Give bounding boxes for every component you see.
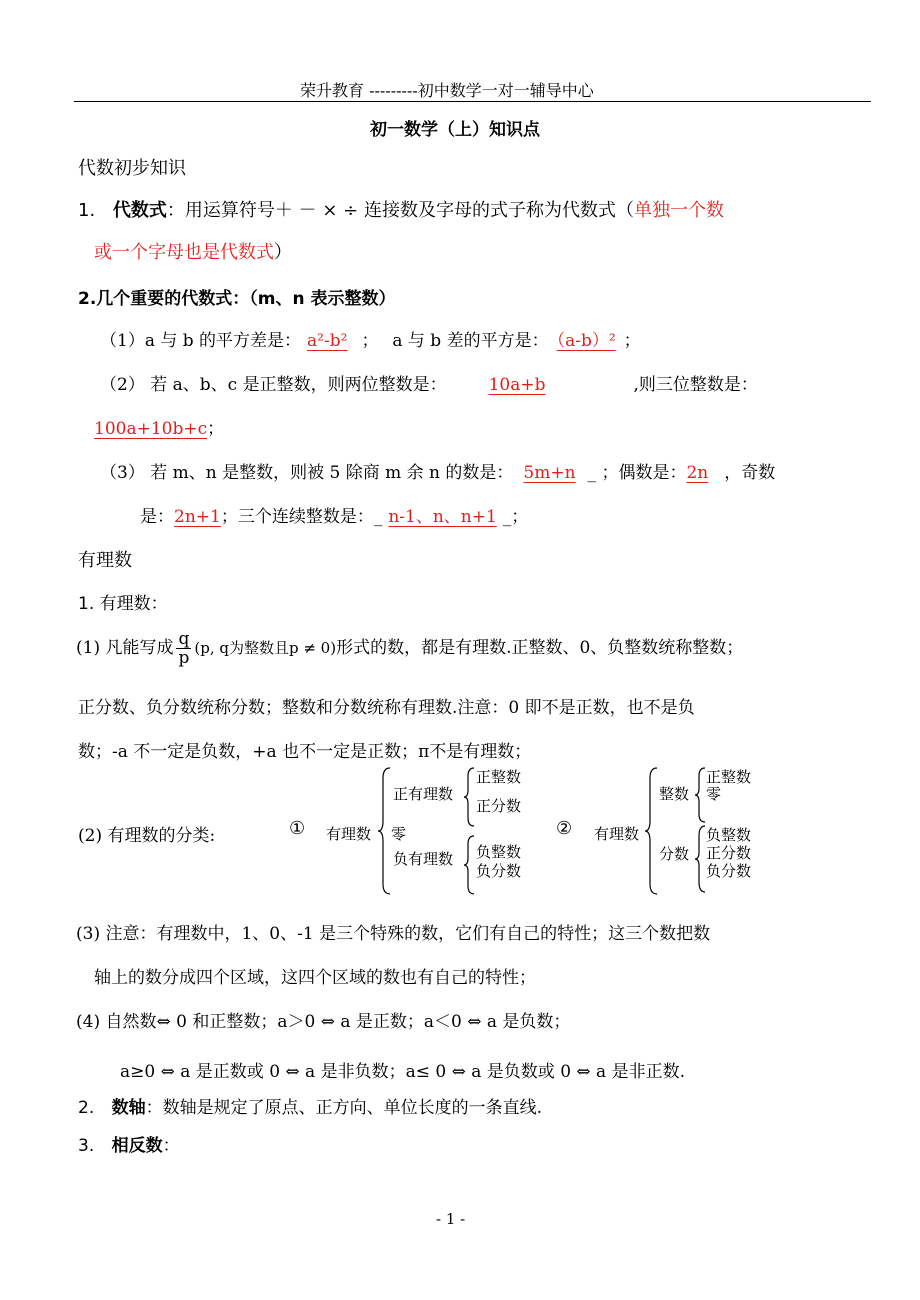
- sub2-number: 2.: [78, 1098, 95, 1118]
- fraction-denominator: p: [178, 648, 190, 668]
- scheme-1-root: 有理数: [326, 825, 372, 843]
- rational-def-line-1: [76, 630, 743, 667]
- scheme-1-neg-int: 负整数: [476, 843, 522, 861]
- item-2-line-2: [100, 370, 758, 395]
- item-2-line-4: [140, 502, 528, 527]
- item-2-line-1: [100, 326, 641, 351]
- scheme-1-mark: ①: [289, 818, 306, 839]
- item-1-term: 代数式: [112, 200, 167, 221]
- doc-title: 初一数学（上）知识点: [370, 120, 540, 140]
- scheme-2-root: 有理数: [594, 825, 640, 843]
- l1-prefix: （1）a 与 b 的平方差是：: [100, 331, 302, 351]
- scheme-1-zero: 零: [391, 825, 407, 843]
- p1-suffix: 形式的数，都是有理数.正整数、0、负整数统称整数；: [336, 638, 744, 658]
- fraction-numerator: q: [178, 629, 190, 649]
- scheme-2-fraction: 分数: [659, 845, 690, 863]
- scheme-1-pos-int: 正整数: [476, 768, 522, 786]
- answer-difference-of-squares: a²-b²: [307, 331, 348, 351]
- answer-consecutive: n-1、n、n+1: [388, 507, 497, 527]
- answer-even: 2n: [686, 463, 709, 483]
- section-heading-algebra: 代数初步知识: [78, 158, 186, 179]
- section-heading-rational: 有理数: [78, 550, 132, 571]
- scheme-1-neg-brace: [464, 834, 476, 896]
- item-1-text: ：用运算符号＋ － × ÷ 连接数及字母的式子称为代数式（: [166, 200, 634, 221]
- item-2-line-2b: [94, 414, 224, 439]
- scheme-2-outer-brace: [645, 766, 659, 896]
- note-4-line-1: (4) 自然数⇔ 0 和正整数；a＞0 ⇔ a 是正数；a＜0 ⇔ a 是负数；: [76, 1012, 571, 1032]
- item-1-red-note-2: 或一个字母也是代数式: [94, 242, 274, 263]
- number-line-def: [78, 1093, 542, 1118]
- classification-label: (2) 有理数的分类:: [78, 826, 216, 846]
- item-1-close: ）: [274, 242, 292, 263]
- scheme-2-integer: 整数: [659, 785, 690, 803]
- item-2-line-3: [100, 458, 775, 483]
- l3-odd-label: ，奇数: [724, 463, 776, 483]
- sub2-term: 数轴: [111, 1098, 146, 1118]
- l3-mid: _ ；偶数是：: [587, 463, 687, 483]
- note-4-line-2: a≥0 ⇔ a 是正数或 0 ⇔ a 是非负数；a≤ 0 ⇔ a 是负数或 0 ⇔ a 是非正数.: [120, 1062, 686, 1082]
- l4-prefix: 是：: [140, 507, 174, 527]
- opposite-number-heading: [78, 1131, 180, 1156]
- header-rule: [74, 101, 871, 102]
- page-number: - 1 -: [436, 1210, 466, 1228]
- rational-def-line-3: 数；-a 不一定是负数，+a 也不一定是正数；π不是有理数；: [78, 742, 532, 762]
- l2-prefix: （2） 若 a、b、c 是正整数，则两位整数是：: [100, 375, 447, 395]
- answer-three-digit: 100a+10b+c: [94, 419, 208, 439]
- scheme-2-int-pos: 正整数: [706, 768, 752, 786]
- l3-prefix: （3） 若 m、n 是整数，则被 5 除商 m 余 n 的数是：: [100, 463, 514, 483]
- scheme-1-positive: 正有理数: [393, 785, 454, 803]
- item-1-red-note: 单独一个数: [633, 200, 724, 221]
- answer-two-digit: 10a+b: [488, 375, 546, 395]
- l4-end: _；: [502, 507, 529, 527]
- scheme-1-pos-brace: [464, 766, 476, 828]
- sub-heading-rational: 1. 有理数：: [78, 594, 168, 614]
- note-3-line-2: 轴上的数分成四个区域，这四个区域的数也有自己的特性；: [94, 968, 536, 988]
- fraction-q-over-p: [176, 630, 191, 667]
- scheme-1-neg-frac: 负分数: [476, 862, 522, 880]
- scheme-2-pos-frac: 正分数: [706, 844, 752, 862]
- l1-end: ；: [623, 331, 641, 351]
- scheme-2-neg-frac: 负分数: [706, 862, 752, 880]
- item-1-line-1: [78, 196, 724, 222]
- l2-mid: ,则三位整数是：: [633, 375, 758, 395]
- l1-mid: ； a 与 b 差的平方是：: [361, 331, 549, 351]
- header-org: 荣升教育 ---------初中数学一对一辅导中心: [300, 81, 594, 100]
- item-2-heading: 2.几个重要的代数式：（m、n 表示整数）: [78, 289, 396, 309]
- answer-odd: 2n+1: [174, 507, 221, 527]
- p1-prefix: (1) 凡能写成: [76, 638, 174, 658]
- scheme-1-outer-brace: [378, 766, 392, 896]
- scheme-2-int-zero: 零: [706, 785, 722, 803]
- scheme-2-mark: ②: [556, 818, 573, 839]
- l4-mid: ；三个连续整数是：_: [220, 507, 383, 527]
- rational-def-line-2: 正分数、负分数统称分数；整数和分数统称有理数.注意：0 即不是正数，也不是负: [78, 698, 695, 718]
- answer-div-remainder: 5m+n: [523, 463, 576, 483]
- answer-square-of-difference: （a-b）²: [556, 331, 616, 351]
- scheme-2-neg-int: 负整数: [706, 826, 752, 844]
- sub2-text: ：数轴是规定了原点、正方向、单位长度的一条直线.: [145, 1098, 543, 1118]
- fraction-condition: (p, q为整数且p ≠ 0): [194, 639, 337, 657]
- scheme-1-negative: 负有理数: [393, 850, 454, 868]
- sub3-number: 3.: [78, 1136, 95, 1156]
- item-1-number: 1.: [78, 200, 96, 221]
- scheme-1-pos-frac: 正分数: [476, 797, 522, 815]
- sub3-text: ：: [162, 1136, 180, 1156]
- sub3-term: 相反数: [111, 1136, 163, 1156]
- note-3-line-1: (3) 注意：有理数中，1、0、-1 是三个特殊的数，它们有自己的特性；这三个数把数: [76, 924, 711, 944]
- item-1-line-2: [94, 238, 292, 264]
- l2-end: ；: [207, 419, 225, 439]
